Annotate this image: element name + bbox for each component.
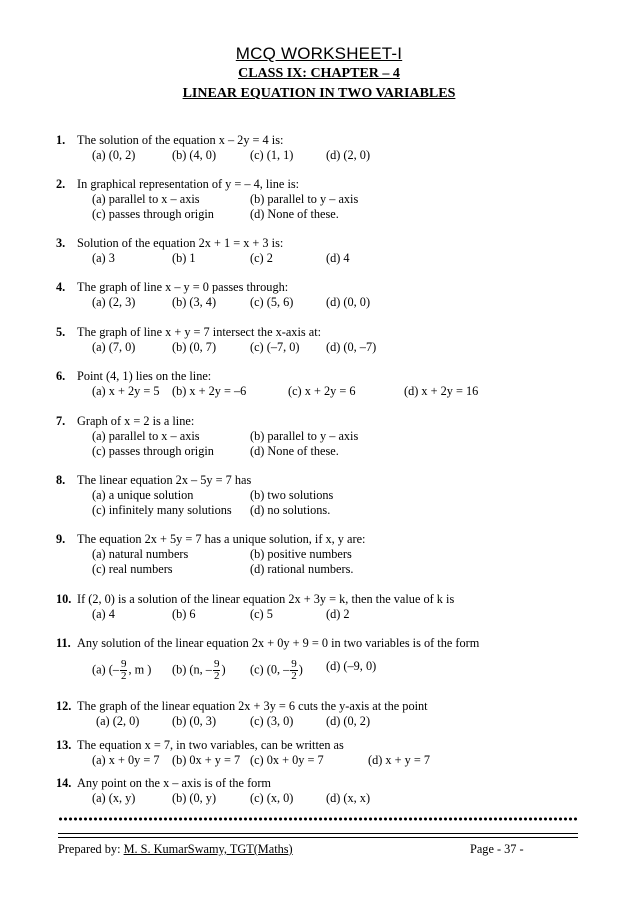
question-number: 13. [56,738,72,752]
option-d: (d) 2 [326,607,350,621]
option-d: (d) (2, 0) [326,148,371,162]
option-c: (c) real numbers [92,562,173,576]
question-14 [56,776,596,806]
option-d: (d) x + y = 7 [368,753,431,767]
fraction: $\frac{9}{2}$ [213,658,220,682]
option-b: (b) parallel to y – axis [250,192,359,206]
option-c: (c) (3, 0) [250,714,294,728]
option-c: (c) passes through origin [92,207,214,221]
question-number: 8. [56,473,66,487]
question-text: In graphical representation of y = – 4, line is: [77,177,300,191]
option-b: (b) 1 [172,251,196,265]
option-d: (d) (–9, 0) [326,659,377,673]
question-number: 9. [56,532,66,546]
option-a: (a) (7, 0) [92,340,136,354]
option-d: (d) no solutions. [250,503,331,517]
option-c: (c) x + 2y = 6 [288,384,356,398]
option-c: (c) (x, 0) [250,791,294,805]
option-c: (c) (5, 6) [250,295,294,309]
footer-credit [58,842,293,857]
option-b: (b) 0x + y = 7 [172,753,241,767]
option-b: (b) (3, 4) [172,295,217,309]
option-c: (c) (–7, 0) [250,340,300,354]
question-2 [56,177,596,222]
option-a: (a) 3 [92,251,115,265]
option-a: (a) (0, 2) [92,148,136,162]
chapter-name-heading: LINEAR EQUATION IN TWO VARIABLES [182,86,456,101]
prepared-by-label: Prepared by: [58,842,121,856]
question-10 [56,592,596,622]
option-a: (a) (2, 0) [96,714,140,728]
fraction: $\frac{9}{2}$ [291,658,297,682]
question-number: 10. [56,592,72,606]
question-text: The linear equation 2x – 5y = 7 has [77,473,252,487]
question-text: The equation x = 7, in two variables, can be written as [77,738,344,752]
question-12 [56,699,596,729]
question-number: 1. [56,133,66,147]
question-number: 3. [56,236,66,250]
option-d: (d) rational numbers. [250,562,354,576]
question-number: 6. [56,369,66,383]
worksheet-title: MCQ WORKSHEET-I [235,44,403,63]
author-name: M. S. KumarSwamy, TGT(Maths) [123,842,293,856]
question-9 [56,532,596,577]
question-text: Point (4, 1) lies on the line: [77,369,212,383]
option-b: (b) (4, 0) [172,148,217,162]
option-a: (a) x + 0y = 7 [92,753,160,767]
option-b: (b) (0, 7) [172,340,217,354]
option-d: (d) None of these. [250,207,339,221]
fraction: $\frac{9}{2}$ [120,658,127,682]
option-b: (b) two solutions [250,488,334,502]
question-text: The equation 2x + 5y = 7 has a unique solution, if x, y are: [77,532,366,546]
option-a: (a) parallel to x – axis [92,429,200,443]
question-number: 14. [56,776,72,790]
option-a: (a) (– $\frac{9}{2}$ , m ) [92,658,152,682]
class-chapter-heading: CLASS IX: CHAPTER – 4 [238,66,400,81]
question-7 [56,414,596,459]
option-a: (a) (x, y) [92,791,136,805]
question-text: The solution of the equation x – 2y = 4 is: [77,133,284,147]
question-text: If (2, 0) is a solution of the linear equation 2x + 3y = k, then the value of k is [77,592,455,606]
option-d: (d) (x, x) [326,791,371,805]
footer-rule [58,833,578,834]
option-b: (b) x + 2y = –6 [172,384,247,398]
question-text: The graph of line x – y = 0 passes through: [77,280,289,294]
question-text: Solution of the equation 2x + 1 = x + 3 is: [77,236,284,250]
question-text: Any point on the x – axis is of the form [77,776,271,790]
option-c: (c) (0, – $\frac{9}{2}$ ) [250,658,303,682]
option-d: (d) (0, –7) [326,340,377,354]
option-b: (b) (n, – $\frac{9}{2}$ ) [172,658,226,682]
option-c: (c) infinitely many solutions [92,503,232,517]
footer-rule-thin [58,837,578,838]
option-c: (c) passes through origin [92,444,214,458]
option-d: (d) (0, 2) [326,714,371,728]
question-text: Graph of x = 2 is a line: [77,414,195,428]
question-number: 7. [56,414,66,428]
question-number: 12. [56,699,72,713]
question-6 [56,369,596,399]
option-a: (a) natural numbers [92,547,189,561]
option-d: (d) None of these. [250,444,339,458]
option-a: (a) a unique solution [92,488,194,502]
question-number: 4. [56,280,66,294]
option-c: (c) 5 [250,607,273,621]
question-text: The graph of the linear equation 2x + 3y = 6 cuts the y-axis at the point [77,699,428,713]
page-number: Page - 37 - [470,842,524,856]
option-b: (b) 6 [172,607,196,621]
option-a: (a) parallel to x – axis [92,192,200,206]
question-4 [56,280,596,310]
option-d: (d) (0, 0) [326,295,371,309]
option-b: (b) positive numbers [250,547,352,561]
question-11 [56,636,596,683]
question-5 [56,325,596,355]
option-c: (c) 2 [250,251,273,265]
question-number: 5. [56,325,66,339]
option-d: (d) x + 2y = 16 [404,384,479,398]
option-b: (b) (0, y) [172,791,217,805]
question-13 [56,738,596,768]
question-3 [56,236,596,266]
option-a: (a) x + 2y = 5 [92,384,160,398]
question-1 [56,133,596,163]
option-c: (c) 0x + 0y = 7 [250,753,324,767]
question-text: Any solution of the linear equation 2x + 0y + 9 = 0 in two variables is of the form [77,636,480,650]
dotted-divider [58,817,578,821]
option-d: (d) 4 [326,251,350,265]
option-a: (a) 4 [92,607,115,621]
option-b: (b) (0, 3) [172,714,217,728]
question-number: 11. [56,636,71,650]
question-number: 2. [56,177,66,191]
option-c: (c) (1, 1) [250,148,294,162]
question-8 [56,473,596,518]
question-text: The graph of line x + y = 7 intersect the x-axis at: [77,325,322,339]
option-b: (b) parallel to y – axis [250,429,359,443]
option-a: (a) (2, 3) [92,295,136,309]
